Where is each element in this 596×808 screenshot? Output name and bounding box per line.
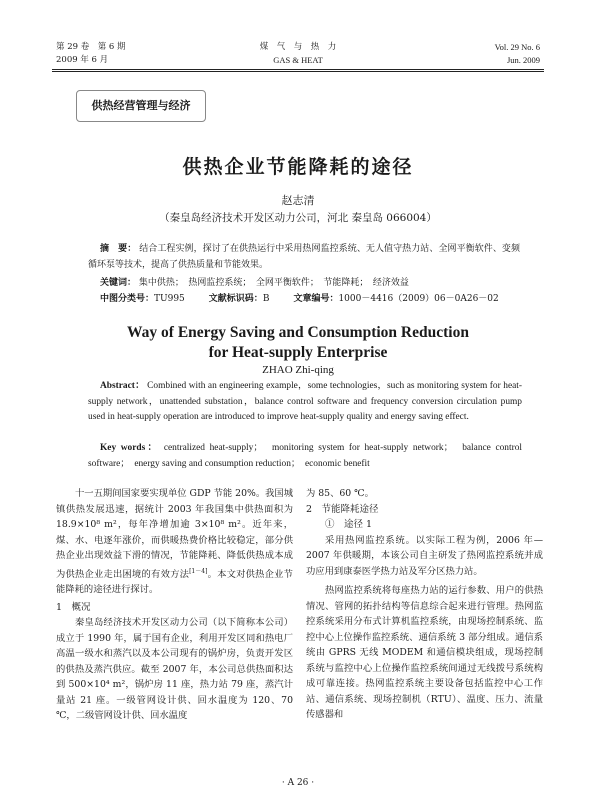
intro-tail: 。本文对供热企业节能降耗的途径进行探讨。	[56, 568, 293, 596]
keywords-cn	[88, 276, 520, 292]
header-rule-top	[52, 69, 544, 70]
article-id-label: 文章编号：	[293, 294, 339, 304]
keywords-en	[88, 441, 522, 472]
column-tag	[76, 90, 206, 122]
article-id-value: 1000－4416（2009）06－0A26－02	[338, 294, 499, 304]
abstract-cn-text: 结合工程实例，探讨了在供热运行中采用热网监控系统、无人值守热力站、全网平衡软件、变频循环泵等技术，提高了供热质量和节能效果。	[88, 244, 520, 270]
affiliation-cn: （秦皇岛经济技术开发区动力公司，河北 秦皇岛 066004）	[159, 212, 437, 224]
subsection-1-title: ① 途径 1	[325, 519, 373, 530]
header-volume-cn: 第 29 卷 第 6 期	[56, 42, 126, 52]
section-1-text: 秦皇岛经济技术开发区动力公司（以下简称本公司）成立于 1990 年，属于国有企业，利用开发区同和热电厂高温一级水和蒸汽以及本公司现有的锅炉房，负责开发区的供热及蒸汽供应。截至 2007 年，本公司总供热面积达到 500×10⁴ m²，锅炉房 11 座，热力站 79 座，蒸汽计量站 21 座。一级管网设计供、回水温度为 120、70 ℃，二级管网设计供、回水温度	[56, 617, 293, 722]
title-cn: 供热企业节能降耗的途径	[182, 156, 414, 178]
left-column	[56, 486, 293, 724]
monitoring-paragraph: 热网监控系统将每座热力站的运行参数、用户的供热情况、管网的拓扑结构等信息综合起来进行管理。热网监控系统采用分布式计算机监控系统，由现场控制系统、监控中心上位操作监控系统、通信系统 3 部分组成。通信系统由 GPRS 无线 MODEM 和通信模块组成，现场控制系统与监控中心上位操作监控系统间通过无线拨号系统构成可靠连接。热网监控系统主要设备包括监控中心工作站、通信系统、现场控制机（RTU）、温度、压力、流量传感器和	[306, 585, 543, 720]
keywords-cn-text: 集中供热； 热网监控系统； 全网平衡软件； 节能降耗； 经济效益	[138, 278, 409, 288]
right-continuation: 为 85、60 ℃。	[306, 488, 374, 499]
header-date-cn: 2009 年 6 月	[56, 55, 109, 65]
header-journal-cn: 煤 气 与 热 力	[259, 42, 337, 52]
abstract-cn-label: 摘 要：	[100, 244, 137, 254]
author-en: ZHAO Zhi-qing	[262, 364, 334, 376]
title-en-line1: Way of Energy Saving and Consumption Reduction	[127, 324, 469, 341]
abstract-en-label: Abstract：	[100, 381, 145, 391]
keywords-en-label: Key words：	[100, 443, 160, 453]
author-cn: 赵志清	[281, 194, 315, 207]
header-volume-en: Vol. 29 No. 6	[494, 42, 540, 52]
intro-text: 十一五期间国家要实现单位 GDP 节能 20%。我国城镇供热发展迅速，据统计 2003 年我国集中供热面积为 18.9×10⁸ m²，每年净增加逾 3×10⁸ m²。近年来，煤、水、电逐年涨价，而供暖热费价格比较稳定，部分供热企业出现效益下滑的情况，节能降耗、降低供热成本成为供热企业走出困境的有效方法	[56, 488, 294, 580]
header-journal-en: GAS & HEAT	[273, 55, 323, 65]
page-number: · A 26 ·	[281, 778, 315, 788]
clc-label: 中图分类号：	[100, 294, 155, 304]
section-1-title: 1 概况	[56, 601, 91, 613]
clc-value: TU995	[154, 294, 185, 304]
doc-code-label: 文献标识码：	[208, 294, 263, 304]
abstract-cn	[88, 242, 520, 273]
title-en-line2: for Heat-supply Enterprise	[208, 344, 388, 361]
intro-paragraph	[56, 486, 293, 598]
column-tag-label: 供热经营管理与经济	[91, 99, 191, 112]
right-column	[306, 486, 543, 723]
header-rule-bottom	[52, 71, 544, 72]
citation-ref: [1－4]	[189, 567, 208, 575]
abstract-en	[88, 379, 522, 426]
classification-line	[88, 292, 520, 308]
section-2-title: 2 节能降耗途径	[306, 503, 379, 515]
keywords-en-text: centralized heat-supply； monitoring system for heat-supply network； balance control software； energy saving and consumption reduction； economic benefit	[88, 443, 523, 469]
doc-code-value: B	[262, 294, 270, 304]
abstract-en-text: Combined with an engineering example，some technologies，such as monitoring system for heat-supply network，unattended substation，balance control software and frequency conversion circulation pump used in heat-supply operation are introduced to improve heat-supply quality and energy saving effect.	[88, 381, 522, 422]
keywords-cn-label: 关键词：	[100, 278, 137, 288]
header-date-en: Jun. 2009	[506, 55, 540, 65]
subsection-1-text: 采用热网监控系统。以实际工程为例，2006 年—2007 年供暖期，本该公司自主研发了热网监控系统并成功应用到康泰医学热力站及军分区热力站。	[306, 534, 543, 577]
